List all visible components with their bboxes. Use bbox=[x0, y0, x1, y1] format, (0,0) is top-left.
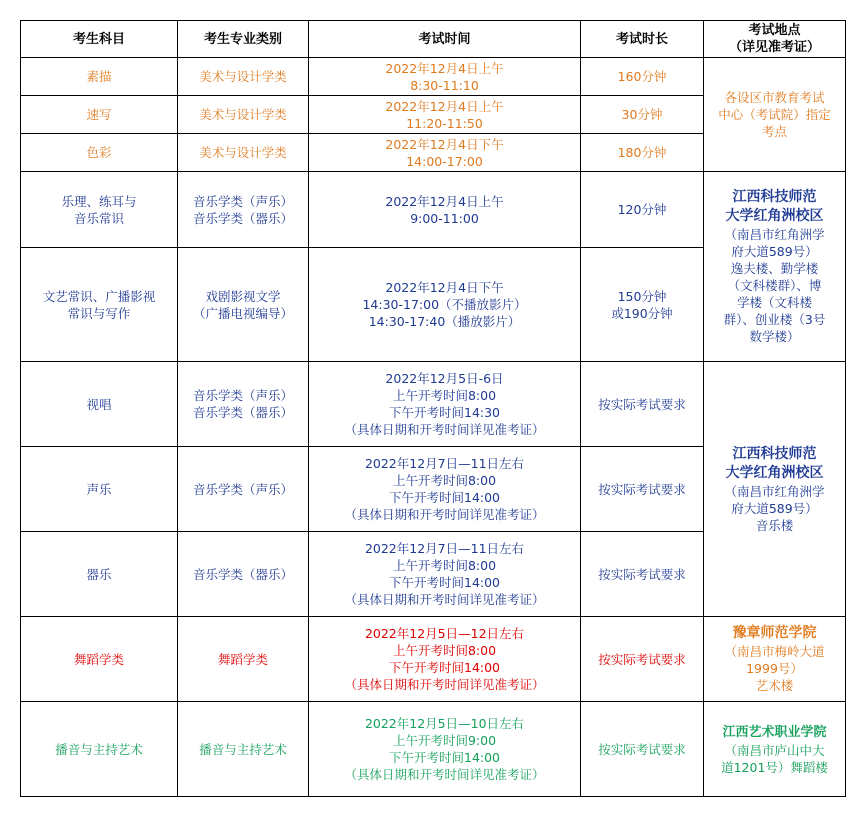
cell-duration: 120分钟 bbox=[581, 172, 704, 248]
header-location-line2: （详见准考证） bbox=[728, 40, 820, 55]
cell-time bbox=[309, 362, 581, 447]
location-line: 群）、创业楼（3号 bbox=[723, 312, 826, 327]
location-line: 中心（考试院）指定 bbox=[718, 107, 831, 122]
header-major: 考生专业类别 bbox=[178, 21, 309, 58]
time-line: 2022年12月5日—12日左右 bbox=[364, 626, 525, 641]
cell-duration: 按实际考试要求 bbox=[581, 362, 704, 447]
time-line: 上午开考时间8:00 bbox=[392, 643, 497, 658]
location-line: （南昌市梅岭大道 bbox=[724, 644, 825, 659]
location-name: 江西科技师范 bbox=[732, 445, 817, 462]
time-line: 下午开考时间14:30 bbox=[388, 405, 501, 420]
cell-time bbox=[309, 96, 581, 134]
cell-major: 音乐学类（器乐） bbox=[178, 532, 309, 617]
location-line: （南昌市红角洲学 bbox=[724, 483, 825, 499]
location-name: 豫章师范学院 bbox=[732, 625, 817, 641]
location-line: 道1201号）舞蹈楼 bbox=[721, 759, 828, 775]
location-line: 各设区市教育考试 bbox=[724, 90, 825, 105]
duration-line: 150分钟 bbox=[617, 288, 667, 304]
cell-duration: 30分钟 bbox=[581, 96, 704, 134]
cell-time bbox=[309, 248, 581, 362]
cell-subject: 播音与主持艺术 bbox=[21, 702, 178, 797]
time-line: 2022年12月7日—11日左右 bbox=[364, 541, 525, 556]
major-line: 音乐学类（声乐） bbox=[192, 193, 293, 209]
cell-time bbox=[309, 172, 581, 248]
major-line: 戏剧影视文学 bbox=[205, 288, 281, 304]
cell-time bbox=[309, 617, 581, 702]
cell-time bbox=[309, 134, 581, 172]
time-line: （具体日期和开考时间详见准考证） bbox=[344, 507, 545, 522]
cell-major bbox=[178, 172, 309, 248]
cell-time bbox=[309, 532, 581, 617]
time-line: （具体日期和开考时间详见准考证） bbox=[344, 677, 545, 692]
cell-duration: 160分钟 bbox=[581, 58, 704, 96]
cell-subject: 舞蹈学类 bbox=[21, 617, 178, 702]
time-line: 2022年12月4日下午 bbox=[385, 136, 504, 152]
cell-major bbox=[178, 362, 309, 447]
location-line: 逸夫楼、勤学楼 bbox=[730, 261, 819, 276]
subject-line: 音乐常识 bbox=[73, 210, 124, 226]
location-line: 艺术楼 bbox=[755, 678, 794, 693]
location-line: 府大道589号） bbox=[731, 500, 818, 516]
cell-duration: 180分钟 bbox=[581, 134, 704, 172]
time-line: 2022年12月4日上午 bbox=[385, 98, 504, 114]
location-line: 考点 bbox=[761, 124, 787, 139]
location-line: 数学楼） bbox=[749, 329, 800, 344]
time-line: 2022年12月4日下午 bbox=[385, 280, 504, 295]
location-line: （南昌市红角洲学 bbox=[724, 227, 825, 242]
cell-major: 美术与设计学类 bbox=[178, 96, 309, 134]
subject-line: 常识与写作 bbox=[67, 305, 131, 321]
time-line: 上午开考时间8:00 bbox=[392, 473, 497, 488]
time-line: 下午开考时间14:00 bbox=[388, 750, 501, 765]
time-line: （具体日期和开考时间详见准考证） bbox=[344, 422, 545, 437]
cell-subject: 器乐 bbox=[21, 532, 178, 617]
cell-major bbox=[178, 248, 309, 362]
header-row bbox=[21, 21, 846, 58]
header-location bbox=[704, 21, 846, 58]
duration-line: 或190分钟 bbox=[611, 305, 673, 321]
time-line: 上午开考时间8:00 bbox=[392, 558, 497, 573]
cell-duration: 按实际考试要求 bbox=[581, 532, 704, 617]
time-line: （具体日期和开考时间详见准考证） bbox=[344, 767, 545, 782]
header-time: 考试时间 bbox=[309, 21, 581, 58]
location-line: （文科楼群）、博 bbox=[727, 278, 822, 293]
cell-location-music-theory bbox=[704, 172, 846, 362]
cell-major: 播音与主持艺术 bbox=[178, 702, 309, 797]
cell-subject: 速写 bbox=[21, 96, 178, 134]
exam-schedule-table bbox=[20, 20, 846, 797]
location-line: 音乐楼 bbox=[755, 517, 794, 533]
major-line: 音乐学类（声乐） bbox=[192, 388, 293, 403]
time-line: （具体日期和开考时间详见准考证） bbox=[344, 592, 545, 607]
cell-duration: 按实际考试要求 bbox=[581, 702, 704, 797]
time-line: 2022年12月5日-6日 bbox=[385, 371, 504, 386]
cell-major: 舞蹈学类 bbox=[178, 617, 309, 702]
table-row bbox=[21, 617, 846, 702]
table-row bbox=[21, 362, 846, 447]
location-line: 府大道589号） bbox=[731, 244, 818, 259]
time-line: 2022年12月4日上午 bbox=[385, 60, 504, 76]
time-line: 14:00-17:00 bbox=[406, 153, 483, 169]
cell-subject bbox=[21, 172, 178, 248]
cell-location-music-perf bbox=[704, 362, 846, 617]
major-line: 音乐学类（器乐） bbox=[192, 210, 293, 226]
cell-subject: 视唱 bbox=[21, 362, 178, 447]
cell-duration: 按实际考试要求 bbox=[581, 447, 704, 532]
time-line: 2022年12月4日上午 bbox=[385, 193, 504, 209]
location-name: 大学红角洲校区 bbox=[725, 208, 824, 224]
cell-time bbox=[309, 447, 581, 532]
time-line: 9:00-11:00 bbox=[410, 210, 479, 226]
location-name: 江西科技师范 bbox=[732, 189, 817, 205]
time-line: 上午开考时间8:00 bbox=[392, 388, 497, 403]
time-line: 11:20-11:50 bbox=[406, 115, 483, 131]
time-line: 上午开考时间9:00 bbox=[392, 733, 497, 748]
cell-location-art bbox=[704, 58, 846, 172]
location-line: 1999号） bbox=[746, 661, 803, 676]
header-duration: 考试时长 bbox=[581, 21, 704, 58]
cell-duration: 按实际考试要求 bbox=[581, 617, 704, 702]
time-line: 下午开考时间14:00 bbox=[388, 575, 501, 590]
time-line: 14:30-17:00（不播放影片） bbox=[362, 297, 527, 312]
time-line: 14:30-17:40（播放影片） bbox=[368, 314, 521, 329]
cell-major: 音乐学类（声乐） bbox=[178, 447, 309, 532]
cell-major: 美术与设计学类 bbox=[178, 58, 309, 96]
subject-line: 乐理、练耳与 bbox=[61, 193, 137, 209]
cell-time bbox=[309, 58, 581, 96]
location-line: 学楼（文科楼 bbox=[736, 295, 812, 310]
major-line: 音乐学类（器乐） bbox=[192, 405, 293, 420]
subject-line: 文艺常识、广播影视 bbox=[42, 288, 156, 304]
cell-location-broadcast bbox=[704, 702, 846, 797]
cell-duration bbox=[581, 248, 704, 362]
cell-time bbox=[309, 702, 581, 797]
cell-subject: 素描 bbox=[21, 58, 178, 96]
cell-subject: 声乐 bbox=[21, 447, 178, 532]
cell-subject: 色彩 bbox=[21, 134, 178, 172]
time-line: 8:30-11:10 bbox=[410, 77, 479, 93]
header-subject: 考生科目 bbox=[21, 21, 178, 58]
time-line: 下午开考时间14:00 bbox=[388, 490, 501, 505]
table-row bbox=[21, 172, 846, 248]
table-row bbox=[21, 702, 846, 797]
time-line: 2022年12月7日—11日左右 bbox=[364, 456, 525, 471]
time-line: 2022年12月5日—10日左右 bbox=[364, 716, 525, 731]
location-name: 大学红角洲校区 bbox=[725, 464, 824, 481]
cell-location-dance bbox=[704, 617, 846, 702]
cell-major: 美术与设计学类 bbox=[178, 134, 309, 172]
cell-subject bbox=[21, 248, 178, 362]
table-row bbox=[21, 58, 846, 96]
location-name: 江西艺术职业学院 bbox=[722, 724, 827, 740]
location-line: （南昌市庐山中大 bbox=[724, 742, 825, 758]
header-location-line1: 考试地点 bbox=[748, 23, 801, 38]
time-line: 下午开考时间14:00 bbox=[388, 660, 501, 675]
major-line: （广播电视编导） bbox=[192, 305, 293, 321]
